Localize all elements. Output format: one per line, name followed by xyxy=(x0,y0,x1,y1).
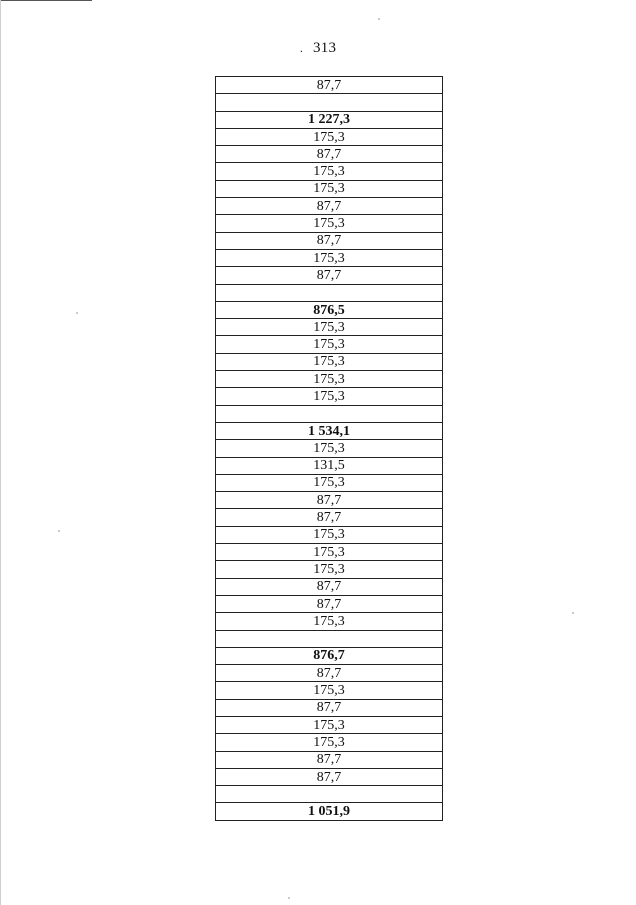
scan-speck xyxy=(288,897,290,899)
scan-dot: . xyxy=(299,41,304,55)
scan-speck xyxy=(378,18,380,20)
table-row xyxy=(216,751,443,768)
value-cell: 87,7 xyxy=(216,77,443,94)
table-row xyxy=(216,128,443,145)
value-cell: 175,3 xyxy=(216,353,443,370)
table-row xyxy=(216,267,443,284)
table-row xyxy=(216,544,443,561)
value-cell: 175,3 xyxy=(216,215,443,232)
value-cell: 175,3 xyxy=(216,371,443,388)
page-number xyxy=(0,40,636,57)
value-cell: 87,7 xyxy=(216,699,443,716)
table-row xyxy=(216,77,443,94)
table-row xyxy=(216,613,443,630)
table-row xyxy=(216,474,443,491)
value-cell: 175,3 xyxy=(216,336,443,353)
table-row xyxy=(216,734,443,751)
table-row xyxy=(216,215,443,232)
page-number-text: 313 xyxy=(313,40,337,56)
value-cell: 175,3 xyxy=(216,128,443,145)
table-row xyxy=(216,595,443,612)
value-cell: 87,7 xyxy=(216,595,443,612)
table-row xyxy=(216,561,443,578)
value-cell: 87,7 xyxy=(216,578,443,595)
table-row xyxy=(216,353,443,370)
value-cell: 87,7 xyxy=(216,768,443,785)
table-row xyxy=(216,647,443,664)
subtotal-cell: 1 227,3 xyxy=(216,111,443,128)
table-row xyxy=(216,284,443,301)
value-cell: 175,3 xyxy=(216,716,443,733)
table-row xyxy=(216,492,443,509)
table-row xyxy=(216,198,443,215)
table-row xyxy=(216,249,443,266)
value-cell: 87,7 xyxy=(216,509,443,526)
value-cell: 87,7 xyxy=(216,751,443,768)
value-cell: 87,7 xyxy=(216,267,443,284)
subtotal-cell: 1 051,9 xyxy=(216,803,443,820)
value-cell: 87,7 xyxy=(216,492,443,509)
value-cell: 175,3 xyxy=(216,180,443,197)
value-cell: 175,3 xyxy=(216,319,443,336)
table-row xyxy=(216,665,443,682)
values-table-body xyxy=(216,77,443,821)
value-cell: 175,3 xyxy=(216,163,443,180)
value-cell: 175,3 xyxy=(216,682,443,699)
table-row xyxy=(216,803,443,820)
empty-cell xyxy=(216,786,443,803)
value-cell: 87,7 xyxy=(216,232,443,249)
table-row xyxy=(216,301,443,318)
scan-speck xyxy=(76,312,78,314)
value-cell: 175,3 xyxy=(216,474,443,491)
table-row xyxy=(216,716,443,733)
table-row xyxy=(216,422,443,439)
table-row xyxy=(216,630,443,647)
value-cell: 175,3 xyxy=(216,526,443,543)
value-cell: 87,7 xyxy=(216,665,443,682)
scan-left-edge xyxy=(0,0,1,905)
value-cell: 175,3 xyxy=(216,440,443,457)
table-row xyxy=(216,526,443,543)
table-row xyxy=(216,509,443,526)
table-row xyxy=(216,180,443,197)
value-cell: 175,3 xyxy=(216,388,443,405)
table-row xyxy=(216,111,443,128)
table-row xyxy=(216,405,443,422)
value-cell: 175,3 xyxy=(216,734,443,751)
table-row xyxy=(216,682,443,699)
table-row xyxy=(216,232,443,249)
value-cell: 87,7 xyxy=(216,146,443,163)
table-row xyxy=(216,94,443,111)
table-row xyxy=(216,319,443,336)
table-row xyxy=(216,578,443,595)
value-cell: 175,3 xyxy=(216,544,443,561)
table-row xyxy=(216,786,443,803)
value-cell: 87,7 xyxy=(216,198,443,215)
subtotal-cell: 1 534,1 xyxy=(216,422,443,439)
value-cell: 175,3 xyxy=(216,561,443,578)
table-row xyxy=(216,768,443,785)
table-row xyxy=(216,457,443,474)
table-row xyxy=(216,371,443,388)
value-cell: 175,3 xyxy=(216,613,443,630)
scan-speck xyxy=(58,530,60,532)
empty-cell xyxy=(216,94,443,111)
table-row xyxy=(216,146,443,163)
table-row xyxy=(216,163,443,180)
empty-cell xyxy=(216,284,443,301)
value-cell: 131,5 xyxy=(216,457,443,474)
table-row xyxy=(216,440,443,457)
values-table xyxy=(215,76,443,821)
table-row xyxy=(216,388,443,405)
subtotal-cell: 876,5 xyxy=(216,301,443,318)
value-cell: 175,3 xyxy=(216,249,443,266)
table-row xyxy=(216,699,443,716)
empty-cell xyxy=(216,405,443,422)
empty-cell xyxy=(216,630,443,647)
scan-speck xyxy=(572,612,574,614)
scan-edge-mark xyxy=(0,0,92,4)
table-row xyxy=(216,336,443,353)
subtotal-cell: 876,7 xyxy=(216,647,443,664)
